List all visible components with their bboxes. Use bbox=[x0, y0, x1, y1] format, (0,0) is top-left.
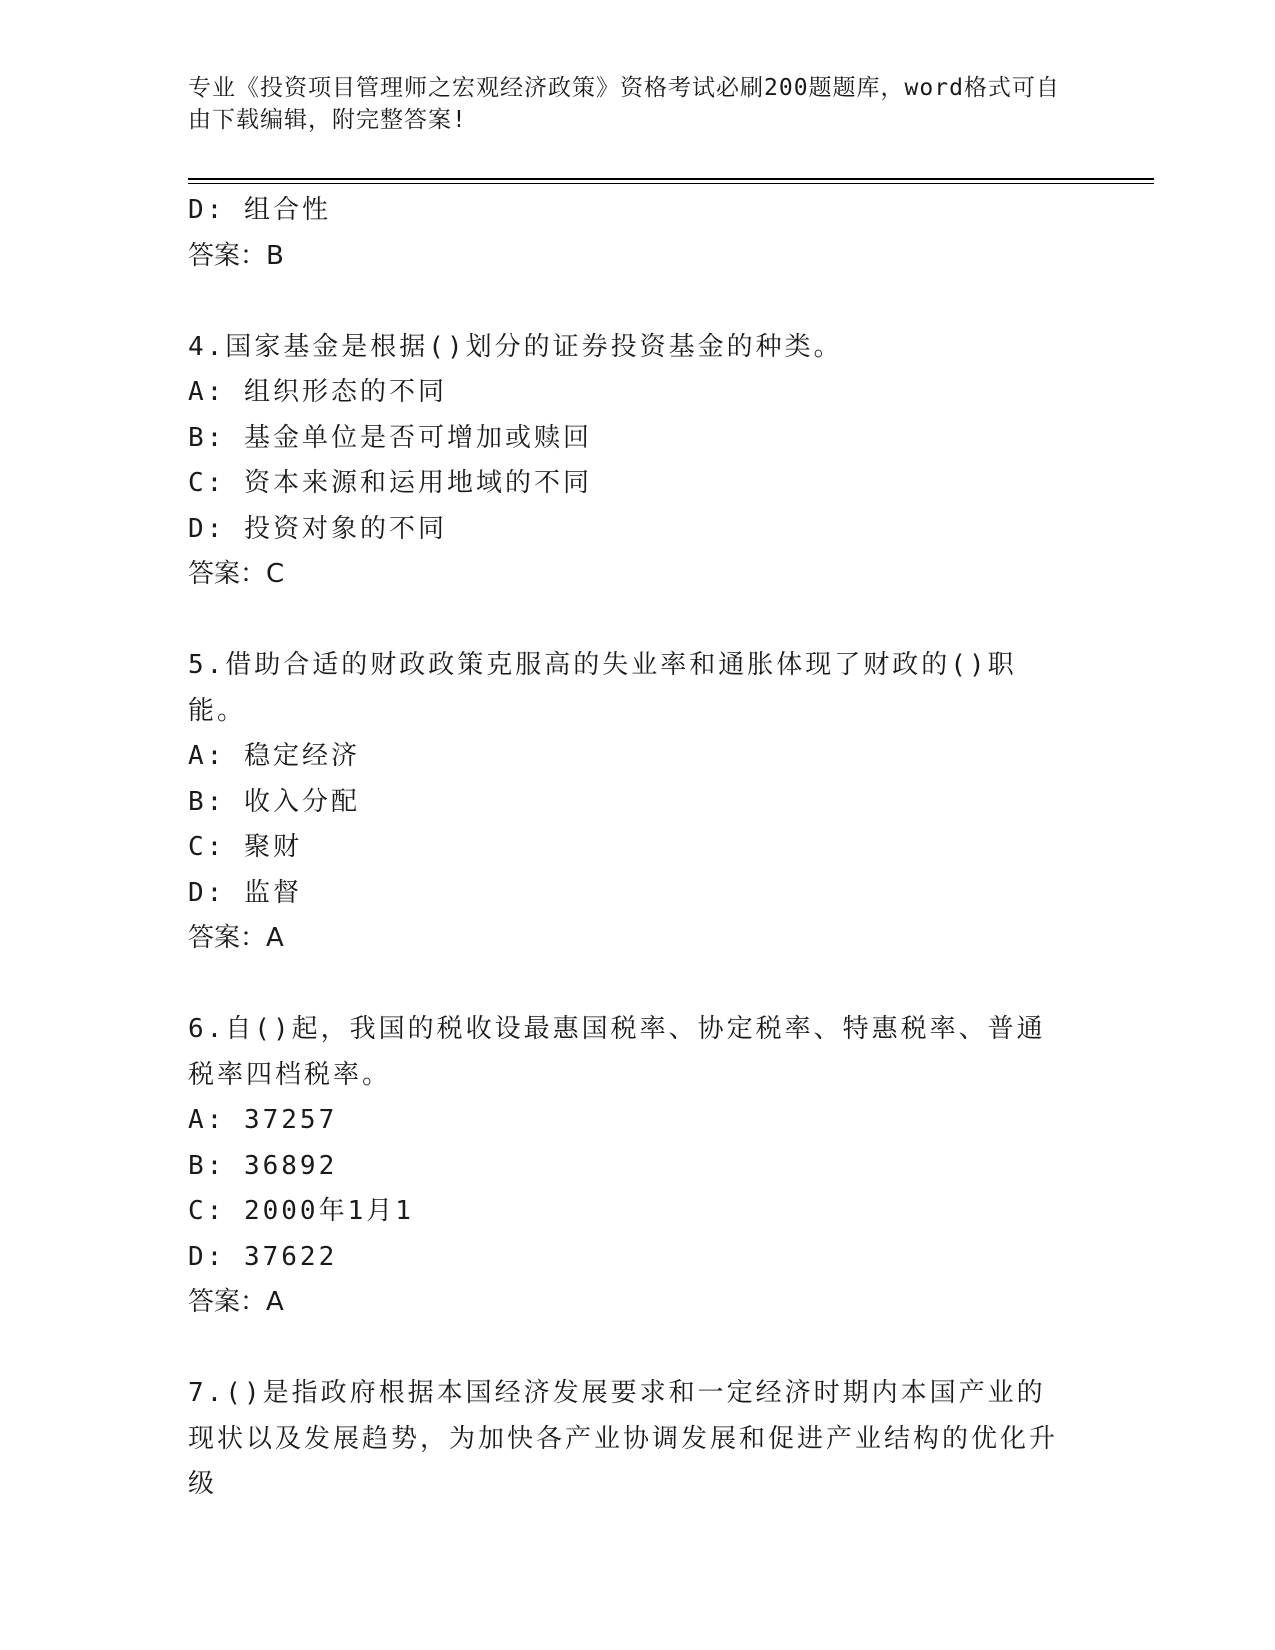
option-d: D: 投资对象的不同 bbox=[188, 513, 447, 544]
header-divider-thick bbox=[188, 178, 1154, 180]
option-a: A: 稳定经济 bbox=[188, 741, 360, 771]
option-d: D: 监督 bbox=[188, 877, 302, 908]
option-d: D: 组合性 bbox=[188, 195, 331, 225]
option-c: C: 聚财 bbox=[188, 832, 302, 862]
question-3 bbox=[188, 188, 1068, 279]
option-d: D: 37622 bbox=[188, 1241, 338, 1272]
spacer bbox=[188, 279, 1068, 325]
question-stem: 4.国家基金是根据()划分的证券投资基金的种类。 bbox=[188, 331, 843, 362]
answer-line: 答案：C bbox=[188, 559, 285, 589]
question-stem: 5.借助合适的财政政策克服高的失业率和通胀体现了财政的()职能。 bbox=[188, 650, 1017, 726]
option-b: B: 基金单位是否可增加或赎回 bbox=[188, 422, 592, 453]
question-6 bbox=[188, 1007, 1068, 1326]
option-a: A: 组织形态的不同 bbox=[188, 377, 447, 407]
spacer bbox=[188, 598, 1068, 644]
document-header: 专业《投资项目管理师之宏观经济政策》资格考试必刷200题题库，word格式可自由下载编辑，附完整答案! bbox=[188, 75, 1060, 133]
spacer bbox=[188, 962, 1068, 1008]
question-list bbox=[188, 188, 1068, 1508]
option-c: C: 资本来源和运用地域的不同 bbox=[188, 468, 592, 498]
answer-line: 答案：B bbox=[188, 240, 284, 271]
spacer bbox=[188, 1326, 1068, 1372]
header-divider-thin bbox=[188, 183, 1154, 184]
option-a: A: 37257 bbox=[188, 1105, 338, 1135]
question-7 bbox=[188, 1371, 1068, 1508]
answer-line: 答案：A bbox=[188, 1287, 284, 1317]
option-b: B: 36892 bbox=[188, 1150, 338, 1181]
option-b: B: 收入分配 bbox=[188, 786, 360, 817]
question-stem: 6.自()起，我国的税收设最惠国税率、协定税率、特惠税率、普通税率四档税率。 bbox=[188, 1014, 1046, 1090]
question-stem: 7.()是指政府根据本国经济发展要求和一定经济时期内本国产业的现状以及发展趋势，为加快各产业协调发展和促进产业结构的优化升级 bbox=[188, 1378, 1059, 1499]
answer-line: 答案：A bbox=[188, 923, 284, 953]
question-4 bbox=[188, 325, 1068, 598]
option-c: C: 2000年1月1 bbox=[188, 1196, 414, 1226]
question-5 bbox=[188, 643, 1068, 962]
